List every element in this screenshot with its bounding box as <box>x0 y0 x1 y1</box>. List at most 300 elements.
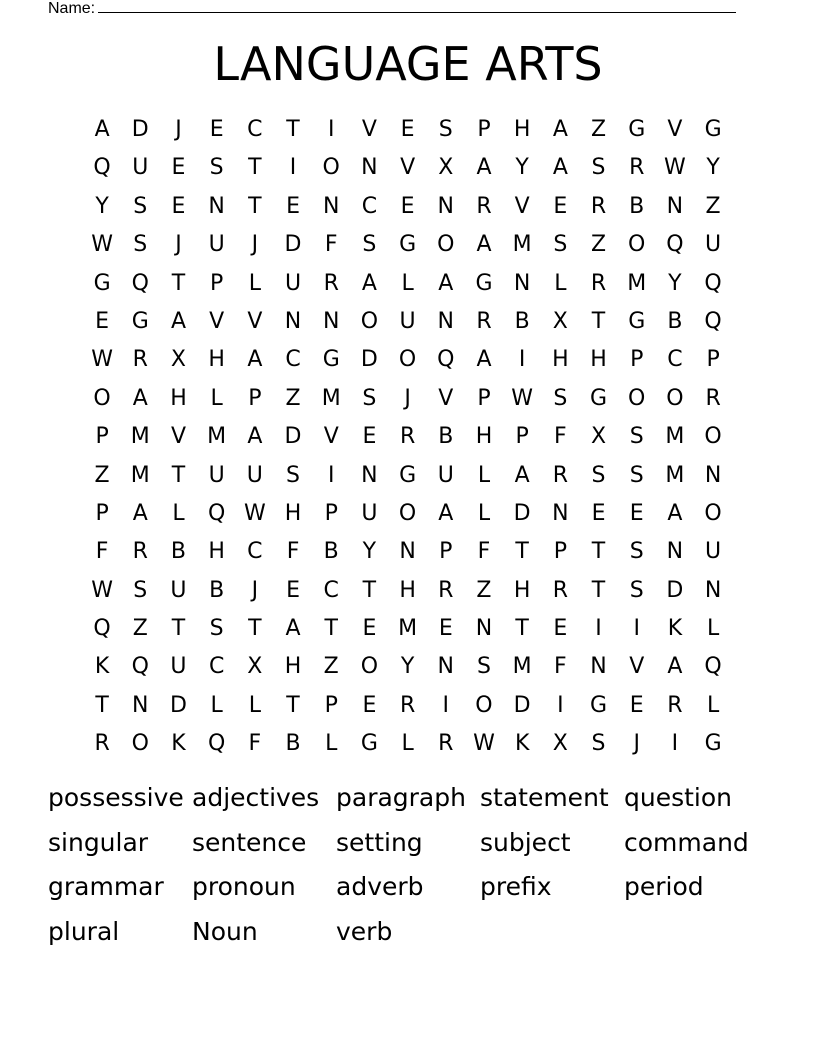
grid-letter: Q <box>437 347 455 373</box>
grid-letter: T <box>171 462 186 488</box>
grid-letter: Q <box>131 270 149 296</box>
grid-letter: T <box>171 270 186 296</box>
grid-letter: D <box>360 347 378 373</box>
grid-letter: Y <box>706 155 720 181</box>
grid-letter: A <box>552 155 568 181</box>
grid-letter: M <box>665 462 685 488</box>
grid-letter: H <box>513 117 531 142</box>
grid-letter: Q <box>704 270 722 296</box>
grid-letter: J <box>251 577 259 603</box>
grid-letter: V <box>438 385 454 411</box>
grid-letter: F <box>286 539 300 565</box>
grid-letter: L <box>325 731 338 757</box>
grid-letter: S <box>286 462 301 488</box>
grid-letter: P <box>477 385 491 411</box>
grid-letter: N <box>437 654 455 680</box>
grid-letter: M <box>321 385 341 411</box>
grid-letter: E <box>400 117 415 142</box>
grid-letter: T <box>171 616 186 642</box>
grid-letter: U <box>705 232 722 258</box>
grid-row <box>83 111 733 149</box>
grid-letter: R <box>438 577 454 603</box>
grid-letter: B <box>209 577 225 603</box>
grid-letter: E <box>95 308 110 334</box>
grid-letter: V <box>400 155 416 181</box>
grid-letter: L <box>401 731 414 757</box>
grid-letter: N <box>399 539 416 565</box>
word-bank-item: subject <box>480 827 571 857</box>
grid-letter: A <box>132 500 148 526</box>
grid-row <box>83 533 733 571</box>
grid-letter: A <box>667 500 683 526</box>
grid-letter: M <box>512 232 532 258</box>
grid-letter: L <box>172 500 185 526</box>
grid-letter: L <box>706 692 720 718</box>
grid-letter: T <box>591 539 606 565</box>
grid-letter: Z <box>590 232 607 258</box>
grid-letter: Z <box>590 117 607 142</box>
grid-letter: G <box>628 117 646 142</box>
grid-letter: P <box>706 347 720 373</box>
word-bank-row <box>48 821 768 866</box>
grid-letter: T <box>248 193 262 219</box>
grid-letter: T <box>248 616 262 642</box>
grid-letter: G <box>93 270 111 296</box>
grid-letter: D <box>131 117 149 142</box>
grid-letter: Q <box>666 232 684 258</box>
name-underline <box>98 0 736 13</box>
grid-letter: W <box>91 347 113 373</box>
grid-letter: E <box>286 193 300 219</box>
grid-letter: D <box>513 500 531 526</box>
grid-letter: S <box>591 462 606 488</box>
grid-letter: S <box>553 232 568 258</box>
grid-letter: R <box>667 692 683 718</box>
grid-letter: S <box>133 577 148 603</box>
grid-letter: W <box>473 731 495 757</box>
grid-letter: Z <box>285 385 301 411</box>
grid-letter: U <box>170 654 187 680</box>
grid-letter: H <box>590 347 607 373</box>
grid-letter: A <box>438 270 454 296</box>
grid-letter: O <box>437 232 455 258</box>
grid-letter: L <box>477 462 491 488</box>
grid-letter: F <box>95 539 109 565</box>
grid-letter: Q <box>207 500 226 526</box>
grid-letter: L <box>210 385 223 411</box>
grid-letter: S <box>629 424 644 450</box>
grid-letter: T <box>324 616 338 642</box>
word-bank-row <box>48 910 768 955</box>
grid-letter: S <box>209 616 224 642</box>
grid-letter: N <box>322 308 340 334</box>
page-title: LANGUAGE ARTS <box>213 37 603 91</box>
grid-letter: I <box>557 692 564 718</box>
grid-letter: A <box>170 308 186 334</box>
grid-letter: F <box>248 731 262 757</box>
name-label: Name: <box>48 0 96 17</box>
word-bank-item: possessive <box>48 783 184 812</box>
grid-letter: W <box>91 577 113 603</box>
grid-letter: Z <box>323 654 339 680</box>
grid-letter: U <box>399 308 416 334</box>
word-bank-item: statement <box>480 783 609 812</box>
grid-letter: U <box>170 577 187 603</box>
grid-letter: W <box>91 232 113 258</box>
grid-letter: U <box>284 270 302 296</box>
grid-letter: S <box>133 193 148 219</box>
grid-letter: F <box>324 232 338 258</box>
grid-letter: I <box>518 347 526 373</box>
grid-letter: A <box>514 462 530 488</box>
grid-letter: O <box>131 731 149 757</box>
grid-letter: S <box>629 539 644 565</box>
grid-letter: V <box>170 424 186 450</box>
grid-letter: C <box>208 654 225 680</box>
grid-letter: N <box>666 193 684 219</box>
grid-letter: N <box>704 577 722 603</box>
grid-letter: L <box>401 270 414 296</box>
grid-letter: X <box>438 155 454 181</box>
grid-letter: E <box>171 155 186 181</box>
grid-letter: P <box>324 500 338 526</box>
word-bank-item: Noun <box>192 916 258 946</box>
grid-letter: T <box>591 577 606 603</box>
grid-letter: R <box>476 193 492 219</box>
grid-letter: S <box>438 117 453 142</box>
grid-letter: U <box>246 462 263 488</box>
grid-letter: H <box>284 654 302 680</box>
grid-letter: P <box>477 117 491 142</box>
grid-letter: Z <box>132 616 148 642</box>
grid-letter: A <box>94 117 110 142</box>
grid-letter: U <box>208 462 225 488</box>
grid-letter: Z <box>94 462 110 488</box>
grid-letter: R <box>476 308 492 334</box>
grid-letter: A <box>476 155 492 181</box>
grid-letter: J <box>175 117 182 142</box>
grid-letter: P <box>95 424 109 450</box>
grid-letter: G <box>475 270 493 296</box>
grid-letter: S <box>591 155 606 181</box>
grid-letter: E <box>209 117 224 142</box>
grid-letter: I <box>289 155 297 181</box>
grid-letter: O <box>360 654 379 680</box>
grid-letter: X <box>170 347 186 373</box>
grid-letter: R <box>705 385 721 411</box>
grid-letter: H <box>399 577 416 603</box>
grid-row <box>83 303 733 341</box>
grid-letter: X <box>552 731 568 757</box>
grid-letter: E <box>591 500 606 526</box>
name-field <box>48 0 736 19</box>
grid-letter: E <box>286 577 300 603</box>
grid-letter: E <box>362 616 377 642</box>
grid-letter: V <box>323 424 339 450</box>
grid-letter: O <box>628 232 646 258</box>
word-bank-item: grammar <box>48 872 164 902</box>
grid-letter: N <box>361 462 378 488</box>
grid-row <box>83 610 733 648</box>
grid-letter: J <box>404 385 411 411</box>
word-bank-item: adjectives <box>192 783 320 812</box>
grid-letter: H <box>170 385 187 411</box>
grid-letter: N <box>437 308 455 334</box>
grid-letter: U <box>361 500 378 526</box>
grid-letter: O <box>398 500 417 526</box>
grid-letter: R <box>552 462 568 488</box>
word-bank-item: singular <box>48 827 149 857</box>
grid-letter: P <box>324 692 338 718</box>
grid-letter: I <box>442 692 450 718</box>
grid-letter: N <box>322 193 340 219</box>
word-bank-row <box>48 776 768 821</box>
grid-letter: V <box>209 308 225 334</box>
grid-letter: E <box>400 193 415 219</box>
grid-letter: S <box>133 232 148 258</box>
grid-letter: C <box>247 117 263 142</box>
grid-letter: L <box>248 692 261 718</box>
word-bank-item: sentence <box>192 827 307 857</box>
grid-letter: N <box>704 462 722 488</box>
grid-letter: H <box>208 347 225 373</box>
grid-letter: R <box>399 424 416 450</box>
grid-row <box>83 265 733 303</box>
grid-letter: B <box>170 539 187 565</box>
word-bank-item: plural <box>48 916 120 946</box>
grid-letter: M <box>130 424 150 450</box>
grid-letter: F <box>554 654 567 680</box>
grid-letter: B <box>323 539 339 565</box>
grid-letter: M <box>512 654 532 680</box>
grid-letter: Q <box>704 308 722 334</box>
grid-letter: N <box>475 616 493 642</box>
grid-letter: G <box>399 462 417 488</box>
grid-letter: X <box>590 424 607 450</box>
grid-letter: X <box>247 654 263 680</box>
grid-letter: O <box>322 155 340 181</box>
grid-letter: O <box>360 308 379 334</box>
grid-letter: M <box>207 424 227 450</box>
grid-letter: S <box>362 385 377 411</box>
grid-letter: N <box>361 155 378 181</box>
grid-letter: O <box>666 385 684 411</box>
grid-letter: G <box>590 385 608 411</box>
grid-row <box>83 380 733 418</box>
grid-letter: X <box>552 308 568 334</box>
grid-letter: R <box>629 155 645 181</box>
grid-letter: H <box>475 424 493 450</box>
grid-letter: Q <box>131 654 149 680</box>
grid-letter: N <box>437 193 455 219</box>
grid-letter: J <box>175 232 182 258</box>
grid-letter: N <box>590 654 607 680</box>
grid-letter: G <box>704 117 722 142</box>
grid-letter: D <box>666 577 684 603</box>
grid-letter: R <box>132 347 148 373</box>
grid-letter: E <box>553 616 568 642</box>
grid-letter: M <box>627 270 647 296</box>
grid-letter: O <box>628 385 646 411</box>
grid-letter: A <box>667 654 683 680</box>
grid-letter: P <box>210 270 224 296</box>
grid-letter: N <box>666 539 684 565</box>
grid-letter: V <box>514 193 530 219</box>
grid-letter: Q <box>93 616 111 642</box>
grid-letter: J <box>633 731 640 757</box>
grid-letter: R <box>438 731 454 757</box>
grid-letter: I <box>327 462 335 488</box>
grid-letter: B <box>629 193 645 219</box>
grid-letter: V <box>629 654 645 680</box>
grid-letter: E <box>171 193 186 219</box>
grid-letter: G <box>704 731 722 757</box>
grid-letter: D <box>284 232 302 258</box>
grid-letter: I <box>327 117 335 142</box>
grid-row <box>83 226 733 264</box>
word-bank-item: pronoun <box>192 872 296 902</box>
grid-letter: C <box>285 347 301 373</box>
grid-letter: R <box>399 692 416 718</box>
grid-row <box>83 687 733 725</box>
grid-letter: O <box>93 385 111 411</box>
grid-letter: T <box>95 692 109 718</box>
grid-letter: U <box>437 462 454 488</box>
grid-letter: Y <box>400 654 415 680</box>
grid-letter: S <box>209 155 224 181</box>
grid-letter: H <box>513 577 531 603</box>
word-bank-item: paragraph <box>336 783 466 812</box>
grid-letter: F <box>554 424 567 450</box>
grid-letter: Y <box>515 155 529 181</box>
grid-letter: E <box>362 692 377 718</box>
grid-letter: R <box>94 731 110 757</box>
grid-letter: A <box>132 385 148 411</box>
grid-letter: C <box>361 193 378 219</box>
word-bank <box>48 776 768 954</box>
grid-letter: T <box>515 616 529 642</box>
word-bank-row <box>48 865 768 910</box>
grid-letter: C <box>667 347 683 373</box>
grid-letter: K <box>171 731 186 757</box>
grid-letter: U <box>132 155 149 181</box>
grid-letter: N <box>552 500 569 526</box>
grid-letter: L <box>477 500 491 526</box>
grid-letter: G <box>360 731 378 757</box>
grid-letter: T <box>362 577 377 603</box>
grid-letter: Q <box>207 731 226 757</box>
grid-row <box>83 188 733 226</box>
grid-letter: G <box>590 692 608 718</box>
grid-letter: T <box>286 117 300 142</box>
grid-letter: N <box>208 193 225 219</box>
grid-letter: E <box>438 616 453 642</box>
grid-letter: N <box>132 692 149 718</box>
grid-letter: K <box>667 616 683 642</box>
word-bank-item: question <box>624 783 733 812</box>
grid-letter: R <box>590 193 607 219</box>
grid-letter: Q <box>704 654 722 680</box>
grid-letter: A <box>476 347 492 373</box>
grid-letter: E <box>362 424 377 450</box>
grid-row <box>83 341 733 379</box>
word-bank-item: command <box>624 827 749 857</box>
grid-letter: I <box>633 616 640 642</box>
grid-letter: F <box>477 539 491 565</box>
grid-letter: R <box>132 539 148 565</box>
grid-letter: Y <box>362 539 377 565</box>
grid-letter: H <box>284 500 302 526</box>
grid-letter: L <box>554 270 567 296</box>
grid-letter: P <box>95 500 109 526</box>
grid-letter: E <box>553 193 568 219</box>
grid-letter: C <box>247 539 263 565</box>
grid-letter: C <box>323 577 339 603</box>
grid-letter: E <box>629 500 644 526</box>
grid-letter: E <box>629 692 644 718</box>
grid-letter: O <box>704 424 722 450</box>
grid-letter: J <box>251 232 259 258</box>
word-bank-item: period <box>624 872 704 902</box>
grid-letter: K <box>94 654 110 680</box>
grid-letter: W <box>243 500 266 526</box>
grid-letter: B <box>514 308 530 334</box>
grid-letter: B <box>438 424 454 450</box>
grid-letter: D <box>513 692 531 718</box>
grid-letter: R <box>590 270 607 296</box>
grid-letter: G <box>399 232 417 258</box>
grid-letter: P <box>248 385 262 411</box>
grid-letter: S <box>553 385 568 411</box>
grid-letter: T <box>248 155 262 181</box>
grid-letter: Q <box>93 155 111 181</box>
grid-letter: R <box>323 270 339 296</box>
grid-letter: O <box>704 500 722 526</box>
word-search-grid <box>83 111 733 764</box>
grid-letter: P <box>630 347 644 373</box>
grid-letter: A <box>247 347 263 373</box>
grid-letter: A <box>476 232 492 258</box>
grid-letter: M <box>398 616 418 642</box>
word-bank-item: adverb <box>336 872 424 902</box>
grid-row <box>83 725 733 763</box>
grid-letter: D <box>169 692 187 718</box>
grid-letter: P <box>439 539 453 565</box>
grid-letter: L <box>248 270 261 296</box>
grid-letter: A <box>361 270 377 296</box>
grid-letter: N <box>284 308 302 334</box>
grid-letter: S <box>591 731 606 757</box>
grid-letter: L <box>706 616 720 642</box>
grid-row <box>83 572 733 610</box>
grid-letter: M <box>130 462 150 488</box>
grid-letter: Y <box>668 270 682 296</box>
grid-letter: P <box>515 424 529 450</box>
grid-letter: U <box>705 539 722 565</box>
grid-row <box>83 418 733 456</box>
grid-letter: B <box>667 308 683 334</box>
grid-letter: N <box>513 270 531 296</box>
grid-row <box>83 495 733 533</box>
grid-letter: V <box>247 308 263 334</box>
grid-letter: I <box>671 731 679 757</box>
grid-letter: Z <box>476 577 492 603</box>
grid-letter: W <box>664 155 686 181</box>
word-bank-item: setting <box>336 827 423 857</box>
grid-letter: B <box>285 731 301 757</box>
grid-letter: Y <box>95 193 109 219</box>
grid-letter: U <box>208 232 225 258</box>
